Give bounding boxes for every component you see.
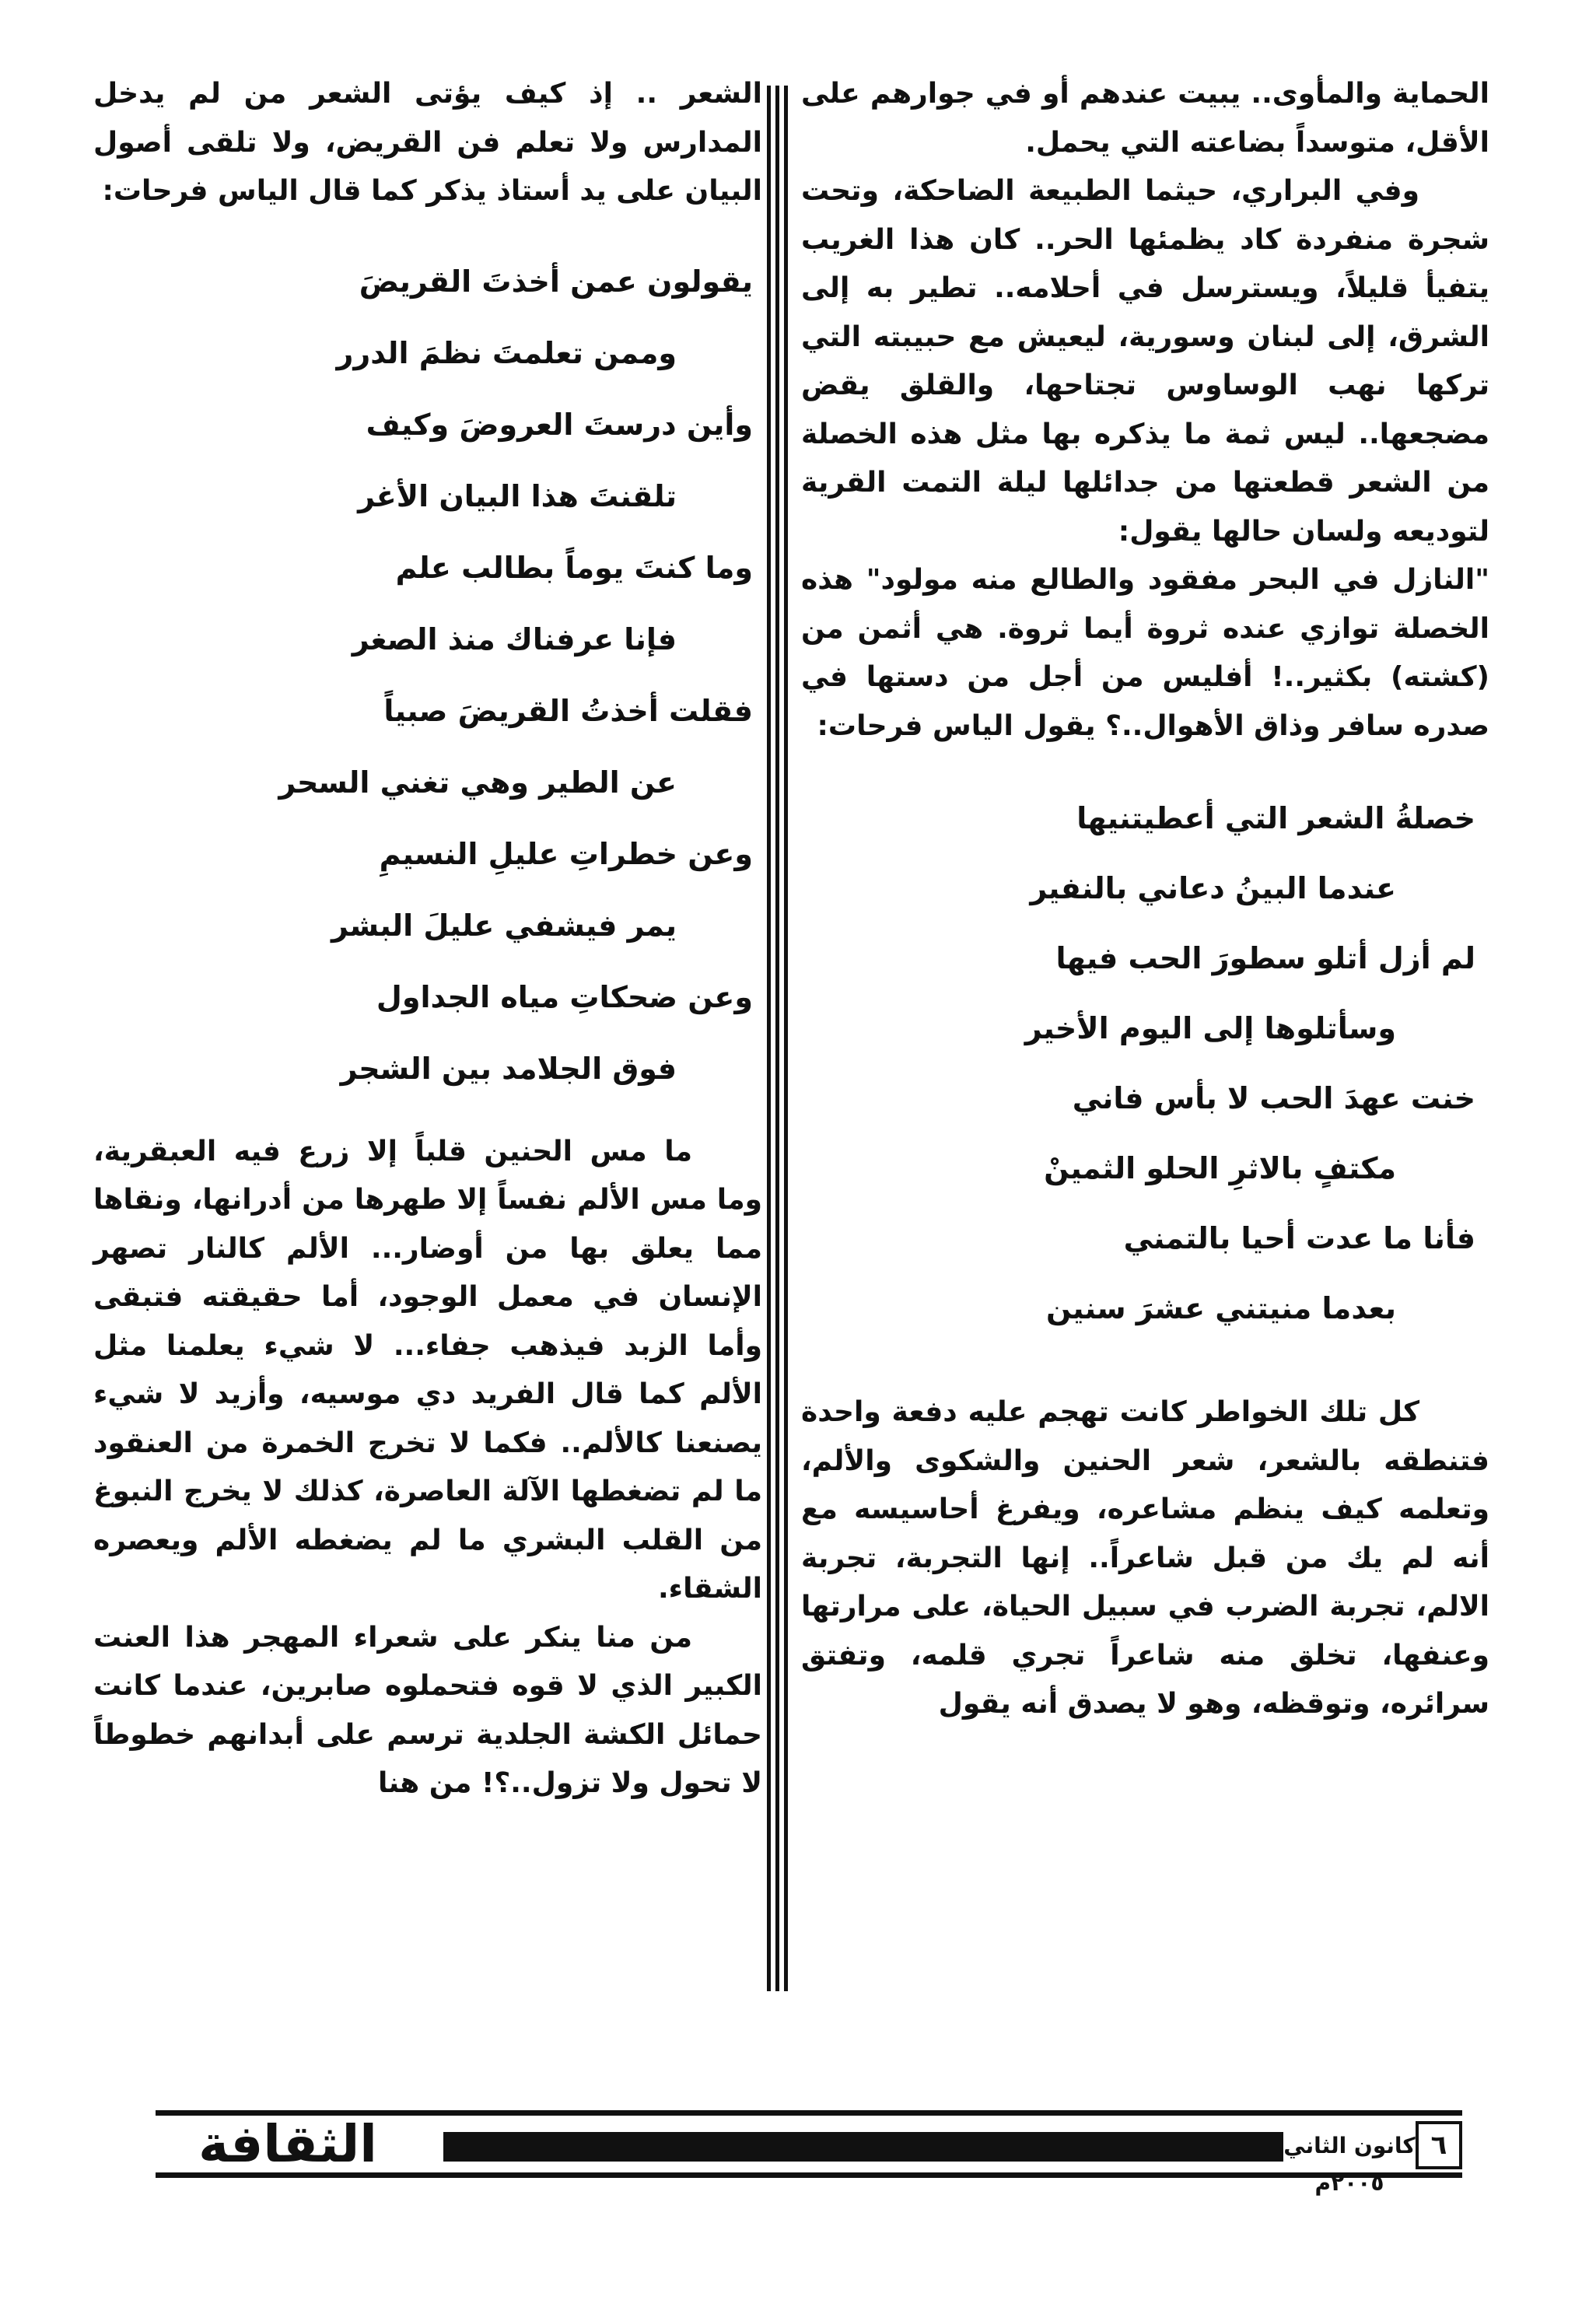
paragraph: الشعر .. إذ كيف يؤتى الشعر من لم يدخل المدارس ولا تعلم فن القريض، ولا تلقى أصول البيان على يد أستاذ يذكر كما قال الياس فرحات: (93, 78, 762, 207)
poem-verse: عندما البينُ دعاني بالنفير (1030, 871, 1396, 905)
left-column (93, 70, 762, 1808)
poem-verse: وعن خطراتِ عليلِ النسيمِ (379, 836, 753, 871)
poem-verse: فوق الجلامد بين الشجر (340, 1051, 677, 1086)
poem-verse: لم أزل أتلو سطورَ الحب فيها (1055, 941, 1475, 975)
footer-black-band (443, 2132, 1283, 2162)
poem-verse: مكتفٍ بالاثرِ الحلو الثمينْ (1044, 1151, 1396, 1185)
paragraph: كل تلك الخواطر كانت تهجم عليه دفعة واحدة فتنطقه بالشعر، شعر الحنين والشكوى والألم، وتعلمه كيف ينظم مشاعره، ويفرغ أحاسيسه مع أنه لم يك من قبل شاعراً.. إنها التجربة، تجربة الالم، تجربة الضرب في سبيل الحياة، على مرارتها وعنفها، تخلق منه شاعراً تجري قلمه، وتفتق سرائره، وتوقظه، وهو لا يصدق أنه يقول (801, 1396, 1489, 1720)
poem-verse: فأنا ما عدت أحيا بالتمني (1123, 1221, 1475, 1255)
right-column (801, 70, 1489, 1729)
poem-verse: خنت عهدَ الحب لا بأس فاني (1072, 1081, 1475, 1115)
paragraph: "النازل في البحر مفقود والطالع منه مولود" هذه الخصلة توازي عنده ثروة أيما ثروة. هي أثمن من (كشته) بكثير..! أفليس من أجل من دستها في صدره سافر وذاق الأهوال..؟ يقول الياس فرحات: (801, 564, 1489, 742)
poem-verse: وسأتلوها إلى اليوم الأخير (1024, 1011, 1396, 1045)
paragraph: وفي البراري، حيثما الطبيعة الضاحكة، وتحت شجرة منفردة كاد يظمئها الحر.. كان هذا الغريب يتفيأ قليلاً، ويسترسل في أحلامه.. تطير به إلى الشرق، إلى لبنان وسورية، ليعيش مع حبيبته التي تركها نهب الوساوس تجتاحها، والقلق يقض مضجعها.. ليس ثمة ما يذكره بها مثل هذه الخصلة من الشعر قطعتها من جدائلها ليلة التمت القرية لتوديعه ولسان حالها يقول: (801, 175, 1489, 548)
poem-verse: عن الطير وهي تغني السحر (278, 765, 677, 800)
poem-verse: تلقنتَ هذا البيان الأغر (358, 478, 677, 513)
poem-verse: يقولون عمن أخذتَ القريضَ (359, 264, 753, 299)
poem (93, 246, 762, 1104)
poem-verse: يمر فيشفي عليلَ البشر (331, 908, 677, 943)
issue-date: كانون الثاني ٢٠٠٥م (1283, 2133, 1416, 2196)
poem-verse: بعدما منيتني عشرَ سنين (1045, 1291, 1396, 1325)
poem-verse: وممن تعلمتَ نظمَ الدرر (336, 335, 677, 370)
poem-verse: فقلت أخذتُ القريضَ صبياً (383, 693, 753, 728)
magazine-logo: الثقافة (198, 2114, 377, 2174)
poem-verse: وعن ضحكاتِ مياه الجداول (376, 979, 753, 1014)
poem (801, 783, 1489, 1343)
paragraph: من منا ينكر على شعراء المهجر هذا العنت الكبير الذي لا قوه فتحملوه صابرين، عندما كانت حمائل الكشة الجلدية ترسم على أبدانهم خطوطاً لا تحول ولا تزول..؟! من هنا (93, 1621, 762, 1799)
paragraph: الحماية والمأوى.. يبيت عندهم أو في جوارهم على الأقل، متوسداً بضاعته التي يحمل. (801, 78, 1489, 159)
column-divider (764, 86, 792, 1991)
poem-verse: فإنا عرفناك منذ الصغر (352, 621, 677, 656)
paragraph: ما مس الحنين قلباً إلا زرع فيه العبقرية، وما مس الألم نفساً إلا طهرها من أدرانها، ونقاها مما يعلق بها من أوضار... الألم كالنار تصهر الإنسان في معمل الوجود، أما حقيقته فتبقى وأما الزبد فيذهب جفاء... لا شيء يعلمنا مثل الألم كما قال الفريد دي موسيه، وأزيد لا شيء يصنعنا كالألم.. فكما لا تخرج الخمرة من العنقود ما لم تضغطها الآلة العاصرة، كذلك لا يخرج النبوغ من القلب البشري ما لم يضغطه الألم ويعصره الشقاء. (93, 1135, 762, 1605)
poem-verse: وما كنتَ يوماً بطالب علم (395, 550, 753, 585)
page-number: ٦ (1416, 2121, 1462, 2169)
poem-verse: وأين درستَ العروضَ وكيف (366, 407, 753, 442)
poem-verse: خصلةُ الشعر التي أعطيتنيها (1076, 801, 1475, 835)
page-footer (156, 2104, 1462, 2196)
